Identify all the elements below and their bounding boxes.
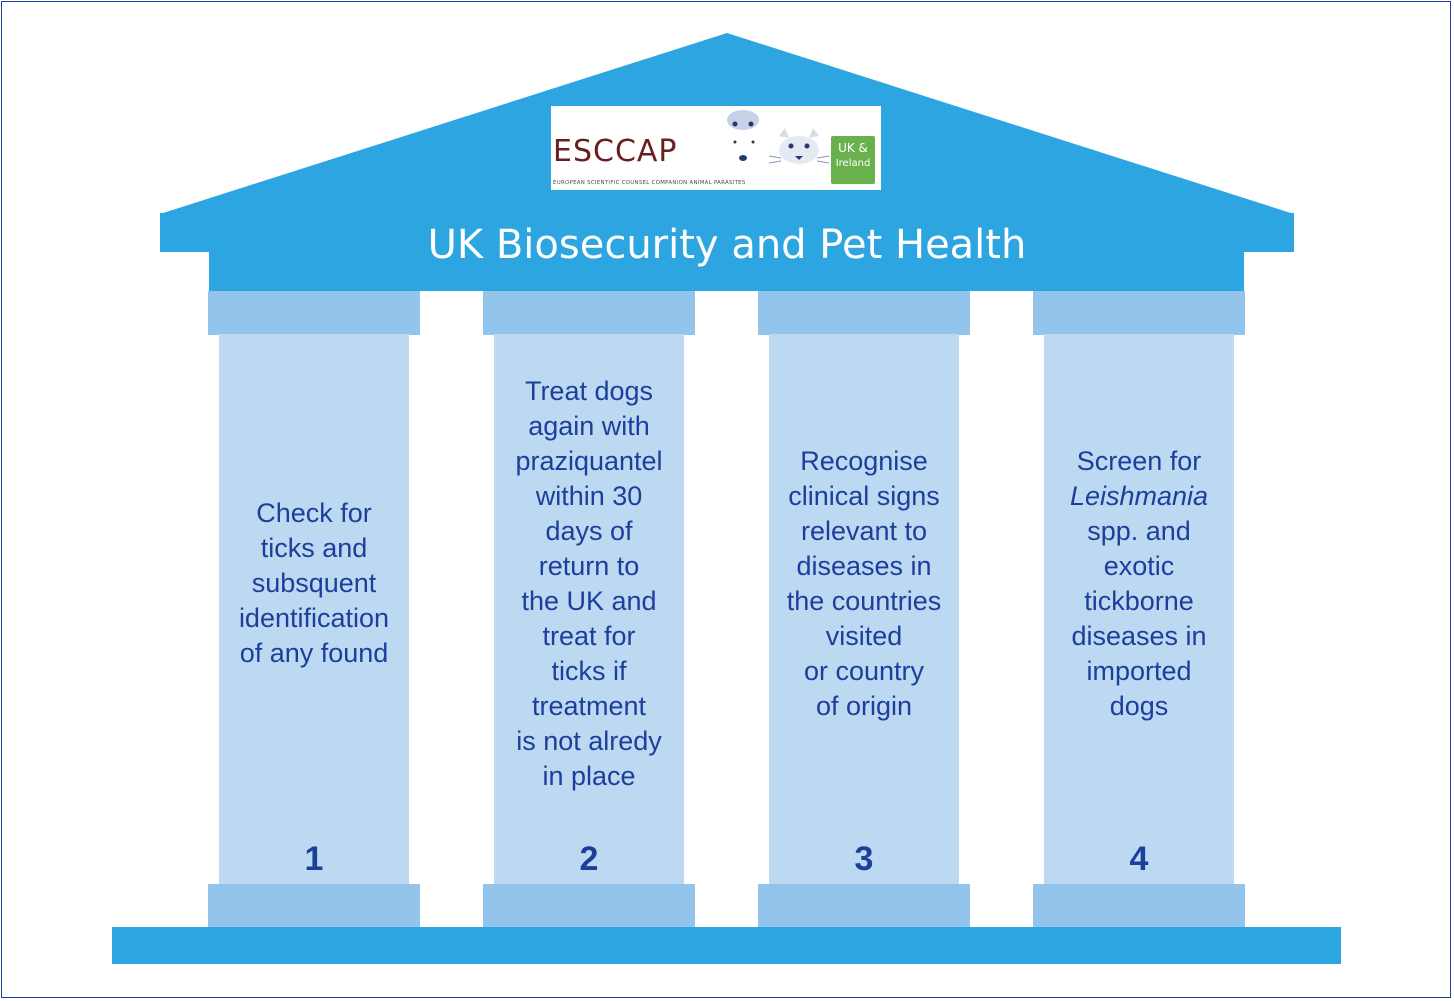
pillar-4-line: spp. and <box>1087 516 1191 546</box>
pillar-4-number: 4 <box>1129 840 1149 878</box>
pillar-1-line: Check for <box>256 498 372 528</box>
pillar-4-line: dogs <box>1109 691 1169 721</box>
pillar-1-number: 1 <box>304 840 324 878</box>
pillar-4-line: exotic <box>1103 551 1175 581</box>
esccap-logo <box>551 106 881 190</box>
pillar-1-line: subsquent <box>251 568 377 598</box>
badge-line-2: Ireland <box>835 158 871 169</box>
pillar-3 <box>769 334 959 884</box>
pillar-4-capital <box>1033 291 1245 335</box>
pillar-3-line: clinical signs <box>788 481 940 511</box>
pillar-1-line: ticks and <box>260 533 368 563</box>
pillar-2-line: praziquantel <box>515 446 663 476</box>
pillar-3-line: or country <box>803 656 925 686</box>
pillar-2-line: Treat dogs <box>524 376 654 406</box>
pillar-4-line: Screen for <box>1076 446 1202 476</box>
pillar-4-line: diseases in <box>1071 621 1207 651</box>
logo-subtitle: EUROPEAN SCIENTIFIC COUNSEL COMPANION ANIMAL PARASITES <box>553 180 746 186</box>
pillar-2-line: return to <box>538 551 640 581</box>
pillar-2 <box>494 334 684 884</box>
pillar-1-text <box>219 496 409 671</box>
pillar-3-number: 3 <box>854 840 874 878</box>
pillar-4-text <box>1044 444 1234 724</box>
badge-line-1: UK & <box>838 141 868 155</box>
pillar-2-line: treat for <box>542 621 636 651</box>
pillar-2-number: 2 <box>579 840 599 878</box>
pillar-3-capital <box>758 291 970 335</box>
pillar-3-line: visited <box>825 621 903 651</box>
pillar-2-line: ticks if <box>551 656 627 686</box>
dog-cat-logo-icon <box>721 106 831 180</box>
pillar-2-line: days of <box>545 516 633 546</box>
pillar-1-capital <box>208 291 420 335</box>
pillar-1-line: of any found <box>239 638 389 668</box>
pillar-4-line <box>1044 479 1234 514</box>
pillar-4-base <box>1033 884 1245 927</box>
pillar-2-text <box>494 374 684 794</box>
pillar-3-line: relevant to <box>800 516 928 546</box>
pillar-2-line: the UK and <box>521 586 657 616</box>
pillar-3-line: Recognise <box>800 446 928 476</box>
pillar-4-line: imported <box>1086 656 1192 686</box>
logo-name: ESCCAP <box>553 134 678 169</box>
uk-ireland-badge <box>831 136 875 184</box>
pillar-2-line: treatment <box>531 691 647 721</box>
pillar-3-base <box>758 884 970 927</box>
pillar-4-line: tickborne <box>1084 586 1194 616</box>
pillar-4 <box>1044 334 1234 884</box>
leishmania-italic: Leishmania <box>1069 481 1209 511</box>
pillar-2-line: within 30 <box>535 481 643 511</box>
temple-floor <box>112 927 1341 964</box>
pillar-2-line: in place <box>542 761 636 791</box>
pillar-2-line: again with <box>528 411 650 441</box>
pillar-3-line: diseases in <box>796 551 932 581</box>
page-title: UK Biosecurity and Pet Health <box>427 222 1027 268</box>
pillar-3-text <box>769 444 959 724</box>
pillar-1 <box>219 334 409 884</box>
pillar-2-capital <box>483 291 695 335</box>
pillar-1-base <box>208 884 420 927</box>
pillar-3-line: the countries <box>786 586 942 616</box>
pillar-3-line: of origin <box>815 691 913 721</box>
pillar-1-line: identification <box>238 603 390 633</box>
pillar-2-line: is not alredy <box>516 726 662 756</box>
pillar-2-base <box>483 884 695 927</box>
